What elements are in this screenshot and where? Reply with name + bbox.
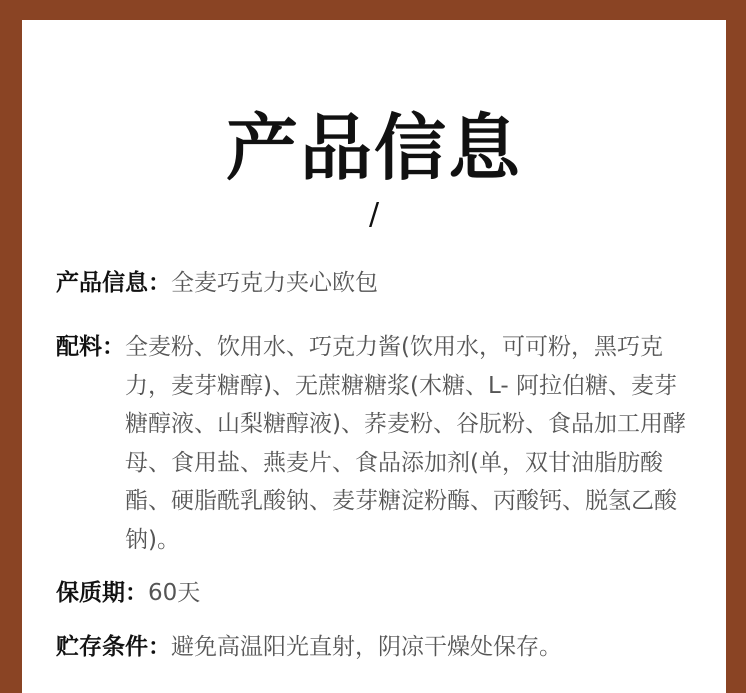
page-subtitle: / — [368, 197, 380, 232]
product-info-row — [56, 264, 692, 302]
ingredients-value: 全麦粉、饮用水、巧克力酱(饮用水，可可粉，黑巧克力，麦芽糖醇)、无蔗糖糖浆(木糖、L- 阿拉伯糖、麦芽糖醇液、山梨糖醇液)、荞麦粉、谷朊粉、食品加工用酵母、食用盐、燕麦片、食品添加剂(单，双甘油脂肪酸酯、硬脂酰乳酸钠、麦芽糖淀粉酶、丙酸钙、脱氢乙酸钠)。 — [125, 334, 686, 553]
storage-row — [56, 628, 692, 666]
product-info-value: 全麦巧克力夹心欧包 — [171, 270, 378, 296]
shelf-life-label: 保质期： — [56, 580, 148, 606]
storage-value: 避免高温阳光直射，阴凉干燥处保存。 — [171, 634, 562, 660]
page-title: 产品信息 — [225, 106, 522, 190]
product-info-label: 产品信息： — [56, 270, 171, 296]
storage-label: 贮存条件： — [56, 634, 171, 660]
ingredients-row — [56, 328, 692, 559]
shelf-life-row — [56, 574, 692, 612]
shelf-life-value: 60天 — [148, 580, 201, 606]
ingredients-label: 配料： — [56, 334, 125, 360]
content-panel — [22, 20, 726, 693]
